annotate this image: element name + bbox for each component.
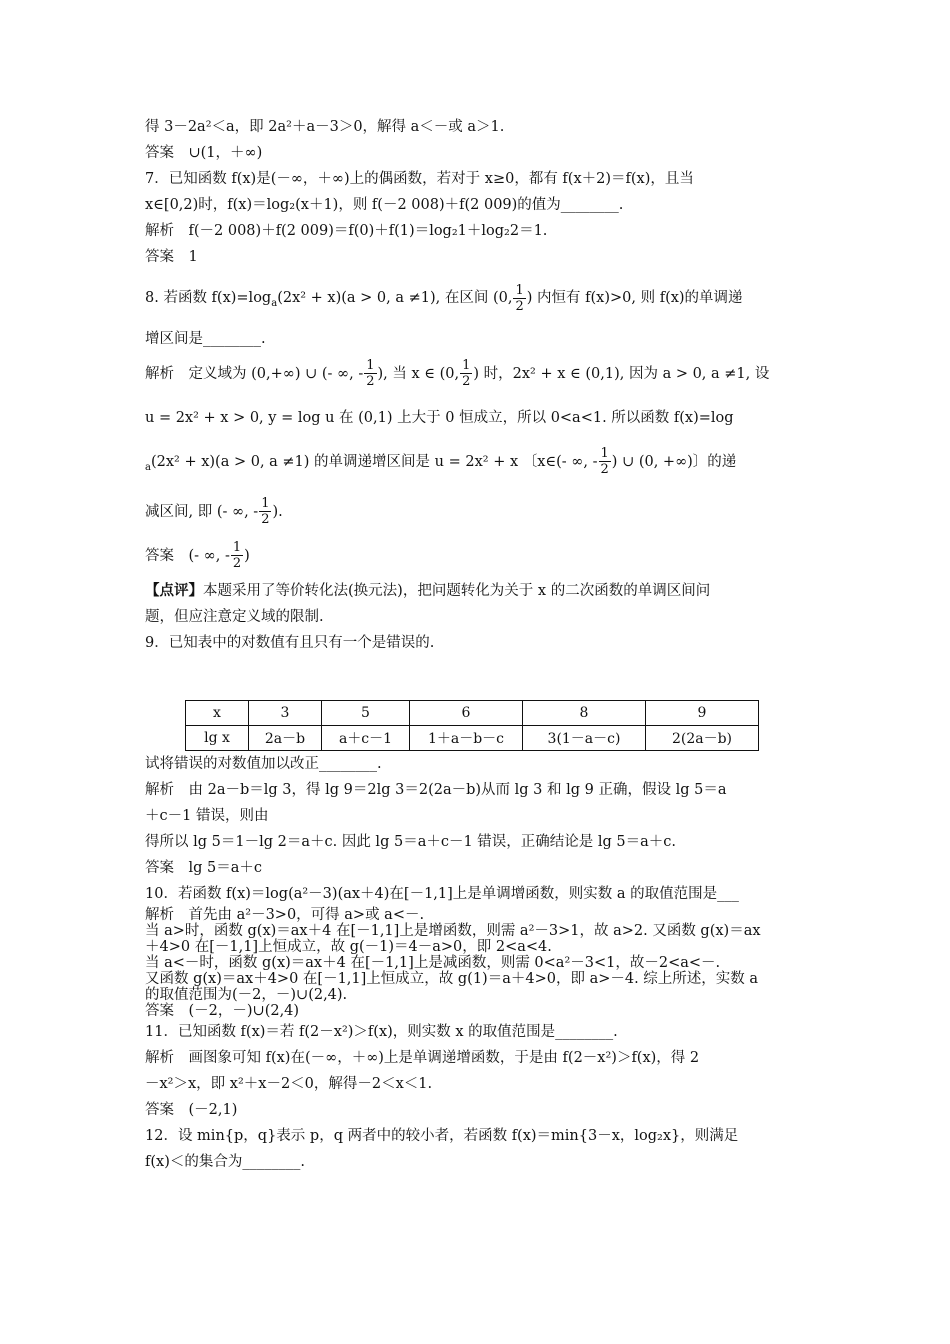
table-cell: 2a－b [249, 725, 322, 750]
table-cell: 8 [523, 700, 646, 725]
q8-line-1: 8. 若函数 $f(x)=\log_a(2x^2 + x)(a > 0$, a ≠1), 在区间 (0, $\frac{1}{2}$ ) 内恒有 f(x)>0, 则 f(x)的单调递 [145, 282, 743, 314]
table-cell: 5 [322, 700, 410, 725]
text-line: 当 a>时，函数 g(x)＝ax＋4 在[－1,1]上是增函数，则需 a²－3>1，故 a>2. 又函数 g(x)＝ax [145, 922, 761, 939]
q8-line-6: 减区间, 即 (- ∞, - $\frac{1}{2}$ ). [145, 496, 283, 528]
table-cell: 2(2a－b) [646, 725, 759, 750]
comment-line: 【点评】本题采用了等价转化法(换元法)，把问题转化为关于 x 的二次函数的单调区间问 [145, 581, 711, 599]
q8-answer: 答案 (- ∞, - $\frac{1}{2}$ ) [145, 540, 250, 572]
text-line: －x²＞x，即 x²＋x－2＜0，解得－2＜x＜1. [145, 1075, 433, 1092]
text-line: 答案 (－2，－)∪(2,4) [145, 1002, 300, 1019]
table-cell: 1＋a－b－c [410, 725, 523, 750]
text-line: x∈[0,2)时，f(x)＝log₂(x＋1)，则 f(－2 008)＋f(2 009)的值为________. [145, 197, 624, 213]
text-line: 11．已知函数 f(x)＝若 f(2－x²)＞f(x)，则实数 x 的取值范围是________. [145, 1023, 618, 1040]
text-line: 12．设 min{p，q}表示 p，q 两者中的较小者，若函数 f(x)＝min{3－x，log₂x}，则满足 [145, 1127, 739, 1144]
text-line: 得所以 lg 5＝1－lg 2＝a＋c. 因此 lg 5＝a＋c－1 错误，正确结论是 lg 5＝a＋c. [145, 833, 677, 850]
fraction: $\frac{1}{2}$ [232, 540, 242, 572]
table-cell: 3 [249, 700, 322, 725]
text-line: 答案 lg 5＝a＋c [145, 859, 263, 876]
fraction: $\frac{1}{2}$ [261, 496, 270, 528]
text-line: 得 3－2a²＜a，即 2a²＋a－3＞0，解得 a＜－或 a＞1. [145, 119, 505, 135]
comment-label: 【点评】 [145, 581, 203, 599]
text-line: 试将错误的对数值加以改正________. [145, 755, 382, 772]
text-line: 答案 1 [145, 249, 198, 265]
table-cell: lg x [186, 725, 249, 750]
text-line: 解析 由 2a－b＝lg 3，得 lg 9＝2lg 3＝2(2a－b)从而 lg 3 和 lg 9 正确，假设 lg 5＝a [145, 781, 727, 798]
text-line: 又函数 g(x)＝ax＋4>0 在[－1,1]上恒成立，故 g(1)＝a＋4>0，即 a>－4. 综上所述，实数 a [145, 970, 759, 987]
q8-line-4: u = 2x² + x > 0, y = log u 在 (0,1) 上大于 0 恒成立，所以 0<a<1. 所以函数 f(x)=log [145, 409, 734, 426]
text-line: ＋4>0 在[－1,1]上恒成立，故 g(－1)＝4－a>0，即 2<a<4. [145, 938, 552, 955]
text-line: 当 a<－时，函数 g(x)＝ax＋4 在[－1,1]上是减函数，则需 0<a²－3<1，故－2<a<－. [145, 954, 721, 971]
q8-line-5: $_a$(2x² + x)(a > 0, a ≠1) 的单调递增区间是 u = 2x² + x 〔x∈(- ∞, - $\frac{1}{2}$ ) ∪ (0, +∞)〕的递 [145, 446, 737, 478]
q8-line-3: 解析 定义域为 (0,+∞) ∪ (- ∞, - $\frac{1}{2}$ ), 当 x ∈ (0, $\frac{1}{2}$ ) 时，2x² + x ∈ (0,1), 因为 a > 0, a ≠1, 设 [145, 358, 770, 390]
table-cell: 6 [410, 700, 523, 725]
comment-line: 题，但应注意定义域的限制. [145, 608, 324, 625]
fraction: $\frac{1}{2}$ [600, 446, 609, 478]
document-page [145, 114, 810, 1175]
table-cell: a＋c－1 [322, 725, 410, 750]
text-line: 解析 f(－2 008)＋f(2 009)＝f(0)＋f(1)＝log₂1＋log₂2＝1. [145, 223, 548, 239]
text-line: f(x)＜的集合为________. [145, 1153, 305, 1170]
text-line: 7．已知函数 f(x)是(－∞，＋∞)上的偶函数，若对于 x≥0，都有 f(x＋2)＝f(x)，且当 [145, 171, 694, 187]
text-line: 解析 画图象可知 f(x)在(－∞，＋∞)上是单调递增函数，于是由 f(2－x²)＞f(x)，得 2 [145, 1049, 700, 1066]
text-line: 答案 ∪(1，＋∞) [145, 145, 263, 161]
fraction: $\frac{1}{2}$ [515, 282, 524, 314]
q8-line-2: 增区间是________. [145, 330, 266, 347]
log-table [185, 700, 759, 751]
q9-title: 9．已知表中的对数值有且只有一个是错误的. [145, 634, 435, 651]
fraction: $\frac{1}{2}$ [462, 358, 471, 390]
text-line: 的取值范围为(－2，－)∪(2,4). [145, 986, 348, 1003]
text-line: 答案 (－2,1) [145, 1101, 238, 1118]
table-cell: x [186, 700, 249, 725]
table-row [186, 700, 759, 725]
table-cell: 3(1－a－c) [523, 725, 646, 750]
text-line: 解析 首先由 a²－3>0，可得 a>或 a<－. [145, 906, 425, 923]
fraction: $\frac{1}{2}$ [366, 358, 375, 390]
table-row [186, 725, 759, 750]
text-line: 10．若函数 f(x)＝log(a²－3)(ax＋4)在[－1,1]上是单调增函数，则实数 a 的取值范围是___ [145, 885, 739, 902]
text-line: ＋c－1 错误，则由 [145, 807, 269, 824]
table-cell: 9 [646, 700, 759, 725]
